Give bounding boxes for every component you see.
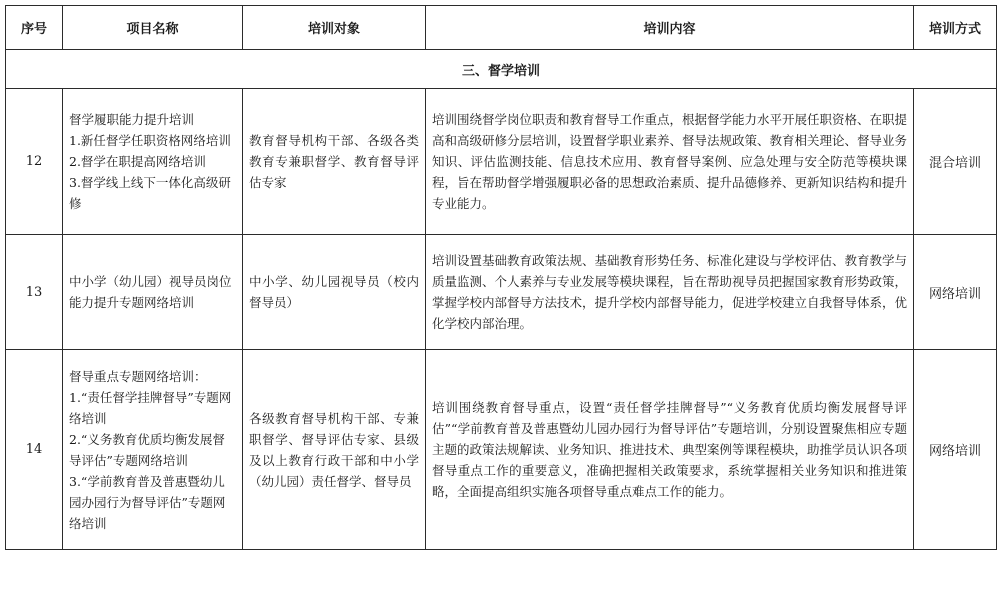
row-content bbox=[426, 235, 914, 350]
row-method: 混合培训 bbox=[914, 89, 997, 235]
header-target: 培训对象 bbox=[243, 6, 426, 50]
training-plan-table bbox=[5, 5, 997, 550]
row-content bbox=[426, 350, 914, 550]
row-target bbox=[243, 350, 426, 550]
name-line: 2.督学在职提高网络培训 bbox=[69, 154, 206, 169]
row-name bbox=[63, 89, 243, 235]
row-seq: 12 bbox=[6, 89, 63, 235]
name-line: 3.“学前教育普及普惠暨幼儿园办园行为督导评估”专题网络培训 bbox=[69, 473, 226, 531]
table-row bbox=[6, 89, 997, 235]
name-line: 1.新任督学任职资格网络培训 bbox=[69, 133, 231, 148]
name-line: 督导重点专题网络培训： bbox=[69, 368, 207, 384]
row-method: 网络培训 bbox=[914, 350, 997, 550]
row-seq: 13 bbox=[6, 235, 63, 350]
header-name: 项目名称 bbox=[63, 6, 243, 50]
target-text: 中小学、幼儿园视导员（校内督导员） bbox=[249, 274, 419, 310]
name-line: 督学履职能力提升培训 bbox=[69, 112, 195, 127]
row-target bbox=[243, 235, 426, 350]
content-text: 培训围绕督学岗位职责和教育督导工作重点，根据督学能力水平开展任职资格、在职提高和高级研修分层培训，设置督学职业素养、督导法规政策、教育相关理论、督导业务知识、评估监测技能、信息技术应用、教育督导案例、应急处理与安全防范等模块课程，旨在帮助督学增强履职必备的思想政治素质、提升品德修养、更新知识结构和提升专业能力。 bbox=[432, 112, 908, 211]
header-seq: 序号 bbox=[6, 6, 63, 50]
row-method: 网络培训 bbox=[914, 235, 997, 350]
table-row bbox=[6, 350, 997, 550]
name-line: 中小学（幼儿园）视导员岗位能力提升专题网络培训 bbox=[69, 274, 232, 310]
row-target bbox=[243, 89, 426, 235]
content-text: 培训设置基础教育政策法规、基础教育形势任务、标准化建设与学校评估、教育教学与质量监测、个人素养与专业发展等模块课程，旨在帮助视导员把握国家教育形势政策，掌握学校内部督导方法技术，提升学校内部督导能力，促进学校建立自我督导体系，优化学校内部治理。 bbox=[432, 253, 908, 331]
section-row bbox=[6, 50, 997, 89]
row-seq: 14 bbox=[6, 350, 63, 550]
target-text: 教育督导机构干部、各级各类教育专兼职督学、教育督导评估专家 bbox=[249, 133, 419, 190]
row-name bbox=[63, 350, 243, 550]
name-line: 2.“义务教育优质均衡发展督导评估”专题网络培训 bbox=[69, 431, 225, 468]
header-content: 培训内容 bbox=[426, 6, 914, 50]
table-row bbox=[6, 235, 997, 350]
target-text: 各级教育督导机构干部、专兼职督学、督导评估专家、县级及以上教育行政干部和中小学（幼儿园）责任督学、督导员 bbox=[249, 410, 419, 489]
content-text: 培训围绕教育督导重点，设置“责任督学挂牌督导”“义务教育优质均衡发展督导评估”“学前教育普及普惠暨幼儿园办园行为督导评估”专题培训，分别设置聚焦相应专题主题的政策法规解读、业务知识、推进技术、典型案例等课程模块，助推学员认识各项督导重点工作的重要意义，准确把握相关政策要求，系统掌握相关业务知识和推进策略，全面提高组织实施各项督导重点难点工作的能力。 bbox=[432, 400, 908, 499]
header-method: 培训方式 bbox=[914, 6, 997, 50]
name-line: 3.督学线上线下一体化高级研修 bbox=[69, 175, 231, 211]
section-title: 三、督学培训 bbox=[6, 50, 997, 89]
row-content bbox=[426, 89, 914, 235]
name-line: 1.“责任督学挂牌督导”专题网络培训 bbox=[69, 389, 232, 426]
table-header-row bbox=[6, 6, 997, 50]
row-name bbox=[63, 235, 243, 350]
